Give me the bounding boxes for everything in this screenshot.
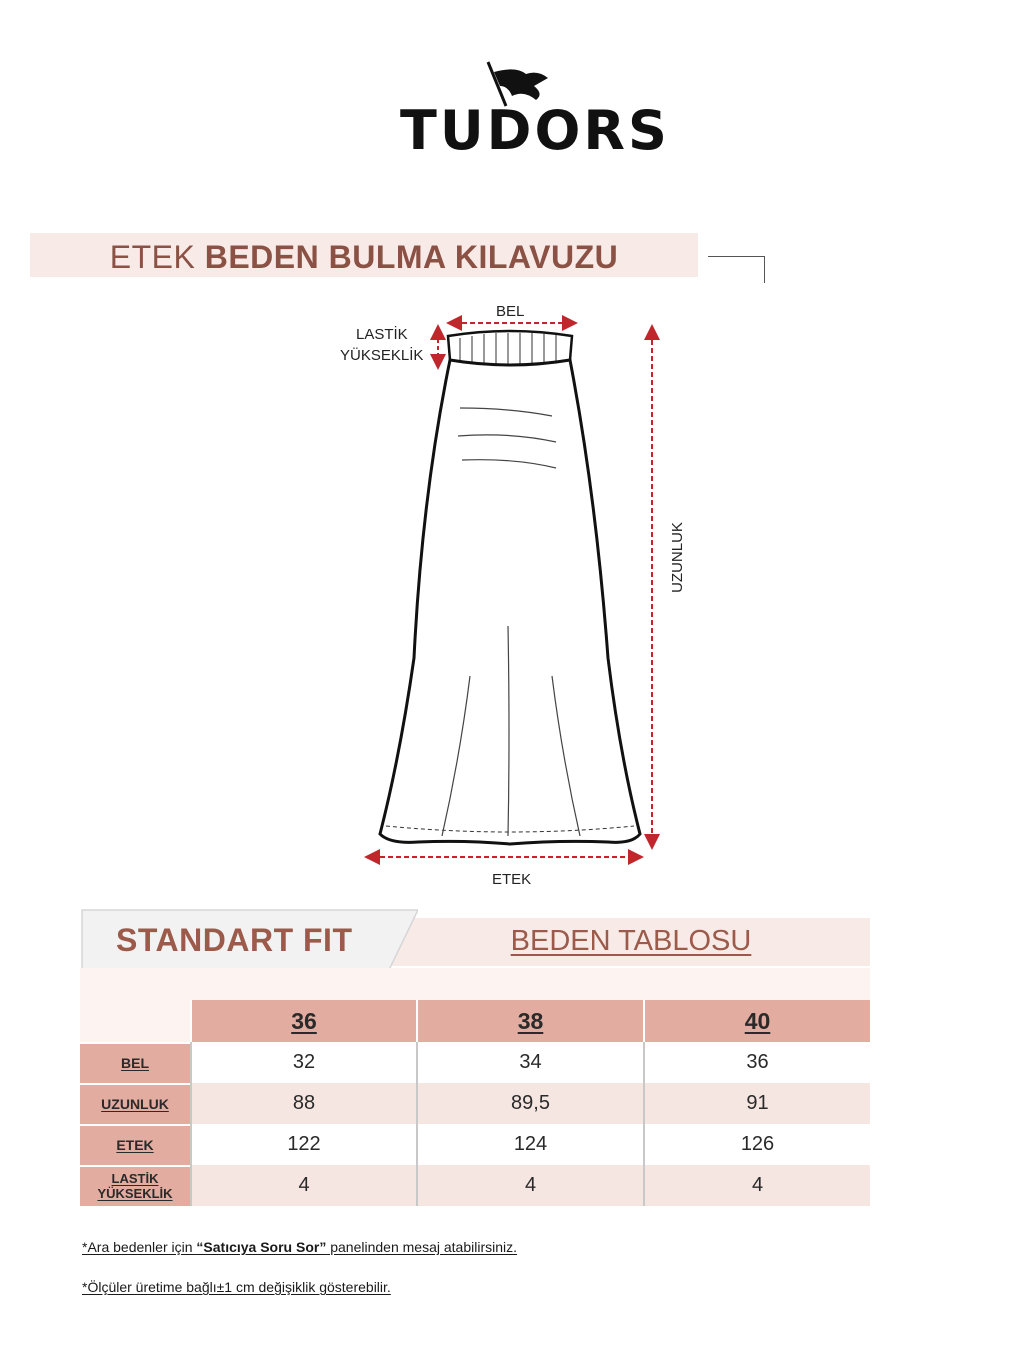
table-cell: 88: [190, 1083, 416, 1124]
waist-label: BEL: [496, 303, 525, 320]
table-cell: 91: [643, 1083, 870, 1124]
table-row: [80, 1042, 870, 1083]
table-row: [80, 1165, 870, 1206]
table-cell: 32: [190, 1042, 416, 1083]
table-cell: 89,5: [416, 1083, 643, 1124]
length-label: UZUNLUK: [668, 522, 686, 593]
skirt-drawing: [330, 296, 710, 896]
table-spacer-row: [80, 968, 870, 1000]
table-cell: 4: [643, 1165, 870, 1206]
fit-title: STANDART FIT: [116, 922, 353, 958]
row-label-hem: ETEK: [80, 1124, 190, 1165]
note1-prefix: *Ara bedenler için: [82, 1239, 197, 1255]
brand-name: TUDORS: [400, 99, 670, 162]
table-corner-cell: [80, 1000, 190, 1042]
elastic-label-line2: YÜKSEKLİK: [340, 347, 424, 364]
table-title: BEDEN TABLOSU: [510, 925, 752, 957]
note1-suffix: panelinden mesaj atabilirsiniz.: [326, 1239, 518, 1255]
note-measurement-tolerance: *Ölçüler üretime bağlı±1 cm değişiklik gösterebilir.: [82, 1279, 391, 1295]
note-intermediate-sizes: [82, 1239, 517, 1255]
corner-mark: [708, 256, 765, 283]
guide-title-bold: BEDEN BULMA KILAVUZU: [204, 239, 619, 275]
guide-banner: [30, 233, 698, 277]
note1-bold: “Satıcıya Soru Sor”: [196, 1239, 327, 1255]
table-cell: 34: [416, 1042, 643, 1083]
table-header-row: [80, 1000, 870, 1042]
table-row: [80, 1124, 870, 1165]
size-header-cell: 40: [643, 1000, 870, 1042]
skirt-illustration: [330, 296, 710, 896]
table-cell: 126: [643, 1124, 870, 1165]
size-header-cell: 38: [416, 1000, 643, 1042]
table-banner: [392, 918, 870, 966]
size-table: [80, 968, 870, 1206]
brand-logo: [400, 60, 670, 162]
guide-title-light: ETEK: [109, 239, 196, 275]
table-cell: 122: [190, 1124, 416, 1165]
table-cell: 36: [643, 1042, 870, 1083]
row-label-elastic-line1: LASTİK: [111, 1170, 159, 1186]
size-header-cell: 36: [190, 1000, 416, 1042]
fit-box: [80, 908, 418, 972]
row-label-elastic-line2: YÜKSEKLİK: [97, 1185, 173, 1201]
row-label-waist: BEL: [80, 1042, 190, 1083]
table-cell: 4: [416, 1165, 643, 1206]
elastic-label-line1: LASTİK: [356, 326, 408, 343]
guide-title: [30, 239, 698, 276]
table-cell: 124: [416, 1124, 643, 1165]
row-label-elastic: [80, 1165, 190, 1206]
table-cell: 4: [190, 1165, 416, 1206]
row-label-length: UZUNLUK: [80, 1083, 190, 1124]
table-row: [80, 1083, 870, 1124]
hem-label: ETEK: [492, 871, 532, 888]
